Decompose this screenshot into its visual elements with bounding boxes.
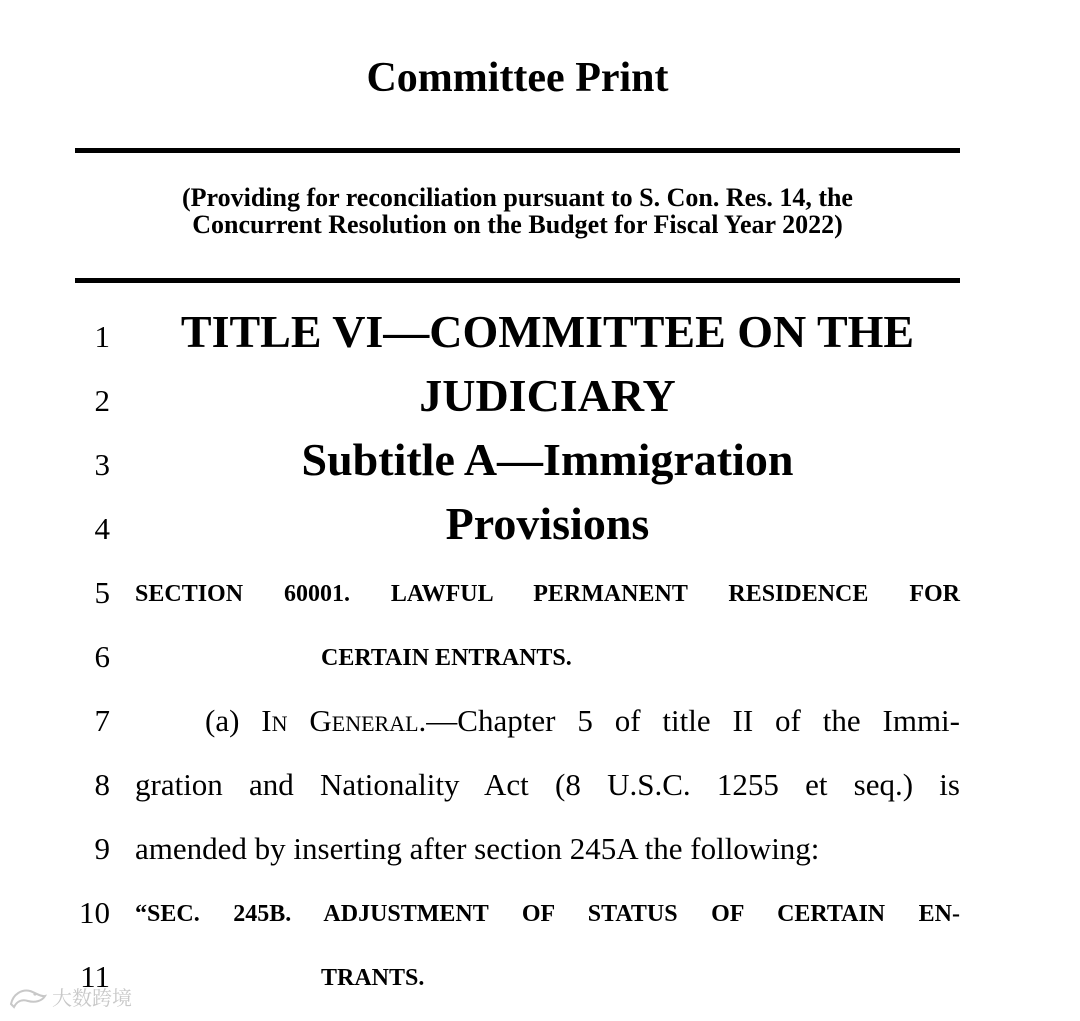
body-line (205, 701, 960, 741)
line-number: 7 (94, 703, 110, 738)
title-heading: TITLE VI—COMMITTEE ON THE (180, 306, 915, 357)
body-text: .—Chapter 5 of title II of the Immi- (418, 703, 960, 738)
subsection-heading: In General (261, 703, 419, 738)
subtitle-heading: Subtitle A—Immigration (301, 434, 794, 485)
document-title: Committee Print (366, 55, 669, 101)
quoted-section-heading: “SEC. 245B. ADJUSTMENT OF STATUS OF CERTAIN EN- (135, 901, 960, 927)
body-line: amended by inserting after section 245A the following: (135, 831, 820, 866)
line-number: 3 (94, 447, 110, 482)
header-rule-top (75, 148, 960, 153)
watermark-text: 大数跨境 (52, 986, 132, 1010)
line-number: 10 (79, 895, 110, 930)
line-number: 1 (94, 319, 110, 354)
body-line: gration and Nationality Act (8 U.S.C. 1255 et seq.) is (135, 767, 960, 802)
line-number: 8 (94, 767, 110, 802)
section-heading-continued: CERTAIN ENTRANTS. (321, 645, 572, 671)
subtitle-line-1: (Providing for reconciliation pursuant to S. Con. Res. 14, the (182, 183, 853, 212)
subtitle-heading-continued: Provisions (445, 498, 650, 549)
line-number: 5 (94, 575, 110, 610)
title-heading-continued: JUDICIARY (419, 370, 676, 421)
line-number: 11 (80, 959, 110, 994)
document-subtitle (75, 184, 960, 238)
subsection-prefix: (a) (205, 703, 262, 738)
section-heading: SECTION 60001. LAWFUL PERMANENT RESIDENCE FOR (135, 581, 960, 607)
line-number: 6 (94, 639, 110, 674)
watermark (8, 984, 132, 1012)
line-number: 4 (94, 511, 110, 546)
dolphin-logo-icon (8, 986, 48, 1010)
quoted-section-heading-continued: TRANTS. (321, 965, 425, 991)
line-number: 2 (94, 383, 110, 418)
header-rule-bottom (75, 278, 960, 283)
line-number: 9 (94, 831, 110, 866)
subtitle-line-2: Concurrent Resolution on the Budget for Fiscal Year 2022) (192, 210, 843, 239)
